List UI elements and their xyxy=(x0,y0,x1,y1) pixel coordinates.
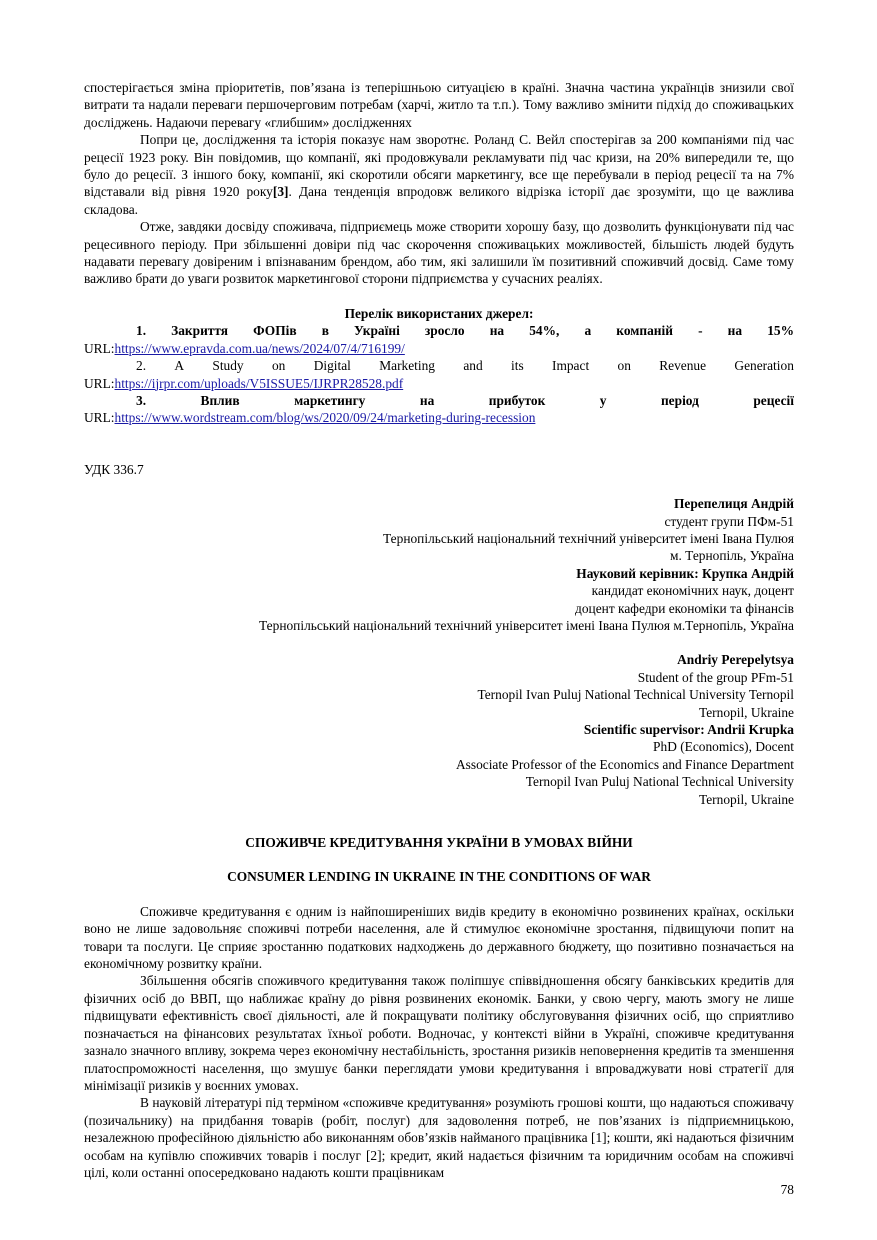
author-university-ua: Тернопільський національний технічний університет імені Івана Пулюя xyxy=(383,530,794,546)
reference-1-word: - xyxy=(698,323,703,339)
supervisor-degree-ua: кандидат економічних наук, доцент xyxy=(591,583,794,599)
author-group-ua: студент групи ПФм-51 xyxy=(664,513,794,529)
intro-paragraph-2-text-a: Попри це, дослідження та історія показує нам зворотнє. Роланд С. Вейл спостерігав за 200 компаніями під час рецесії 1923 року. Він повідомив, що компанії, які продовжували рекламувати під час кризи, на 20% випередили те, що було до рецесії. З іншого боку, компанії, які скоротили обсяги маркетингу, все ще перебували в період рецесії та на 7% відставали від рівня 1920 року xyxy=(84,132,794,200)
reference-3-word: період xyxy=(660,392,699,408)
supervisor-name-ua: Науковий керівник: Крупка Андрій xyxy=(576,565,794,581)
reference-2-word: 2. xyxy=(136,358,147,374)
udk-code: УДК 336.7 xyxy=(84,461,144,477)
article-title-en: CONSUMER LENDING IN UKRAINE IN THE CONDITIONS OF WAR xyxy=(227,869,651,885)
intro-paragraph-1: спостерігається зміна пріоритетів, пов’язана із теперішньою ситуацією в країні. Значна частина українців знизили свої витрати та надали переваги першочерговим потребам (харчі, житло та т.п.). Тому важливо змінити підхід до споживацьких досліджень. Надаючи перевагу «глибшим» дослідженнях xyxy=(84,80,794,130)
reference-2-word: and xyxy=(463,358,483,374)
body-paragraph-2: Збільшення обсягів споживчого кредитування також поліпшує співвідношення обсягу банківських кредитів для фізичних осіб до ВВП, що наближає країну до рівня розвинених економік. Банки, у свою чергу, мають змогу не лише підвищувати ефективність своєї діяльності, але й покращувати політику обслуговування фізичних осіб, що сприятливо позначається на фінансових результатах їхньої роботи. Водночас, у контексті війни в Україні, споживче кредитування зазнало значного впливу, зокрема через економічну нестабільність, зростання ризиків неповернення кредитів та зменшення платоспроможності населення, що змушує банки переглядати умови кредитування і впроваджувати нові стратегії для мінімізації ризиків у воєнних умовах. xyxy=(84,973,794,1093)
reference-3-word: рецесії xyxy=(753,392,794,408)
reference-3-title xyxy=(84,392,794,409)
reference-2-url-prefix: URL: xyxy=(84,375,115,391)
author-city-en: Ternopil, Ukraine xyxy=(699,704,794,720)
reference-2-word: Impact xyxy=(551,358,590,374)
reference-2-word: Revenue xyxy=(659,358,707,374)
intro-paragraph-3: Отже, завдяки досвіду споживача, підприємець може створити хорошу базу, що дозволить функціонувати під час рецесивного періоду. При збільшенні довіри під час скорочення споживацьких можливостей, більшість людей будуть надавати перевагу довіреним і впізнаваним брендом, або тим, які залишили їм позитивний споживчий досвід. Саме тому важливо брати до уваги розвиток маркетингової сторони підприємства у сучасних реаліях. xyxy=(84,219,794,287)
reference-1-word: ФОПів xyxy=(253,323,297,339)
reference-2-word: on xyxy=(271,358,286,374)
author-university-en: Ternopil Ivan Puluj National Technical University Ternopil xyxy=(477,687,794,703)
reference-2-word: Study xyxy=(212,358,244,374)
reference-2-url-line xyxy=(84,375,794,392)
reference-3-url-prefix: URL: xyxy=(84,410,115,426)
reference-1-word: на xyxy=(727,323,743,339)
authors-ua xyxy=(84,495,794,634)
reference-3-word: маркетингу xyxy=(294,392,366,408)
reference-1-word: Україні xyxy=(354,323,400,339)
reference-2-word: Marketing xyxy=(379,358,435,374)
reference-3-word: 3. xyxy=(136,392,147,408)
supervisor-city-en: Ternopil, Ukraine xyxy=(699,791,794,807)
reference-1-word: а xyxy=(584,323,592,339)
reference-item-2 xyxy=(84,357,794,392)
reference-3-word: на xyxy=(419,392,435,408)
reference-2-word: on xyxy=(617,358,631,374)
reference-item-1 xyxy=(84,322,794,357)
intro-paragraph-2 xyxy=(84,131,794,218)
reference-2-word: Digital xyxy=(313,358,351,374)
document-page xyxy=(84,79,794,1199)
reference-3-word: прибуток xyxy=(488,392,546,408)
author-name-ua: Перепелиця Андрій xyxy=(674,496,794,512)
reference-1-word: на xyxy=(489,323,505,339)
author-group-en: Student of the group PFm-51 xyxy=(637,669,794,685)
reference-3-url-line xyxy=(84,409,794,426)
reference-1-word: компаній xyxy=(616,323,673,339)
supervisor-university-en: Ternopil Ivan Puluj National Technical University xyxy=(525,774,794,790)
supervisor-position-en: Associate Professor of the Economics and Finance Department xyxy=(455,756,794,772)
body-paragraph-3: В науковій літературі під терміном «споживче кредитування» розуміють грошові кошти, що надаються споживачу (позичальнику) на придбання товарів (робіт, послуг) для задоволення потреб, не пов’язаних із підприємницькою, незалежною професійною діяльністю або виконанням обов’язків найманого працівника [1]; кошти, які надаються фізичним особам на купівлю споживчих товарів і послуг [2]; кредит, який надається фізичним та юридичним особам на споживчі цілі, коли останні опосередковано надають кошти працівникам xyxy=(84,1095,794,1180)
reference-2-link[interactable]: https://ijrpr.com/uploads/V5ISSUE5/IJRPR28528.pdf xyxy=(114,375,404,391)
reference-1-word: 1. xyxy=(136,323,147,339)
author-name-en: Andriy Perepelytsya xyxy=(677,652,794,668)
supervisor-position-ua: доцент кафедри економіки та фінансів xyxy=(575,600,794,616)
body-paragraph-1: Споживче кредитування є одним із найпоширеніших видів кредиту в економічно розвинених країнах, оскільки воно не лише задовольняє споживчі потреби населення, але й стимулює економічне зростання, підвищуючи попит на товари та послуги. Це сприяє зростанню податкових надходжень до державного бюджету, що позитивно позначається на економічному розвитку країни. xyxy=(84,903,794,972)
author-city-ua: м. Тернопіль, Україна xyxy=(670,548,794,564)
reference-3-word: у xyxy=(599,392,607,408)
reference-3-word: Вплив xyxy=(200,392,240,408)
article-title-ua: СПОЖИВЧЕ КРЕДИТУВАННЯ УКРАЇНИ В УМОВАХ ВІЙНИ xyxy=(245,835,633,851)
reference-3-link[interactable]: https://www.wordstream.com/blog/ws/2020/09/24/marketing-during-recession xyxy=(114,410,536,426)
reference-item-3 xyxy=(84,392,794,427)
reference-1-word: зросло xyxy=(424,323,465,339)
reference-1-word: 54%, xyxy=(529,323,560,339)
page-number: 78 xyxy=(780,1182,794,1198)
supervisor-degree-en: PhD (Economics), Docent xyxy=(653,739,794,755)
supervisor-name-en: Scientific supervisor: Andrii Krupka xyxy=(583,722,794,737)
reference-1-url-prefix: URL: xyxy=(84,340,115,356)
reference-2-title xyxy=(84,357,794,374)
intro-paragraph-2-text-b: . Дана тенденція впродовж великого відрізка історії дає зрозуміти, що це важлива складова. xyxy=(84,184,794,217)
supervisor-university-ua: Тернопільський національний технічний університет імені Івана Пулюя м.Тернопіль, Україна xyxy=(259,617,794,633)
reference-1-link[interactable]: https://www.epravda.com.ua/news/2024/07/4/716199/ xyxy=(114,340,405,356)
reference-1-word: 15% xyxy=(767,323,794,339)
reference-1-word: в xyxy=(321,323,329,339)
reference-2-word: A xyxy=(174,358,185,374)
reference-1-url-line xyxy=(84,340,794,357)
reference-2-word: its xyxy=(511,358,524,374)
reference-1-title xyxy=(84,322,794,339)
authors-en xyxy=(84,651,794,808)
reference-2-word: Generation xyxy=(734,358,794,374)
reference-1-word: Закриття xyxy=(171,323,229,339)
references-title: Перелік використаних джерел: xyxy=(344,305,534,321)
citation-ref-3: [3] xyxy=(272,184,289,200)
